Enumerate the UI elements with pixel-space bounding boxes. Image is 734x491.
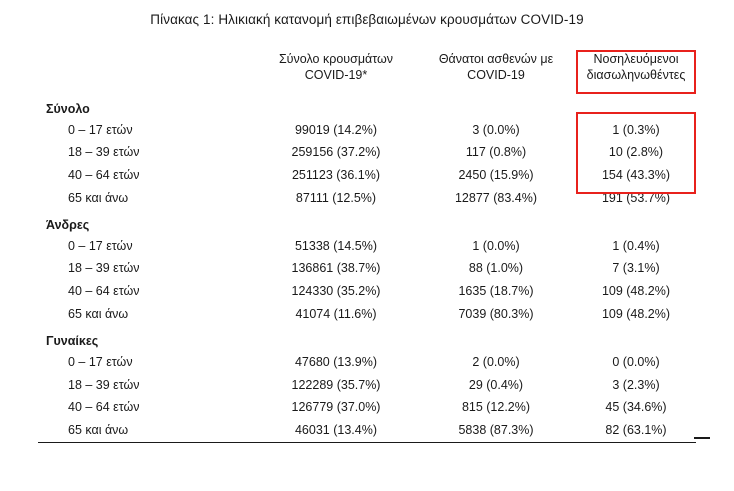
table-caption: Πίνακας 1: Ηλικιακή κατανομή επιβεβαιωμένων κρουσμάτων COVID-19 [150, 12, 584, 27]
cell-deaths: 1 (0.0%) [472, 238, 520, 253]
table-row [38, 142, 696, 165]
table-row [38, 235, 696, 258]
table-group-header-row [38, 210, 696, 236]
cell-intubated: 1 (0.3%) [612, 122, 660, 137]
table-row [38, 281, 696, 304]
cell-deaths: 7039 (80.3%) [458, 306, 534, 321]
header-line-2: διασωληνωθέντες [586, 68, 686, 83]
row-label: 18 – 39 ετών [68, 145, 140, 160]
header-line-2: COVID-19 [467, 68, 525, 83]
header-line-1: Σύνολο κρουσμάτων [278, 52, 394, 66]
row-label: 40 – 64 ετών [68, 167, 140, 182]
cell-cases: 51338 (14.5%) [294, 238, 377, 253]
cell-cases: 259156 (37.2%) [291, 145, 381, 160]
cell-cases: 251123 (36.1%) [291, 167, 381, 182]
table-group-header-row [38, 326, 696, 352]
table-row [38, 258, 696, 281]
cell-deaths: 29 (0.4%) [468, 377, 524, 392]
table-header-row [38, 41, 696, 94]
row-label: 0 – 17 ετών [68, 238, 133, 253]
table-row [38, 164, 696, 187]
table-row [38, 303, 696, 326]
cell-cases: 47680 (13.9%) [294, 354, 377, 369]
row-label: 0 – 17 ετών [68, 354, 133, 369]
table-row [38, 119, 696, 142]
group-label: Άνδρες [46, 217, 90, 232]
cell-intubated: 0 (0.0%) [612, 354, 660, 369]
cell-cases: 126779 (37.0%) [291, 400, 381, 415]
group-label: Γυναίκες [46, 333, 99, 348]
table-row [38, 187, 696, 210]
cell-deaths: 3 (0.0%) [472, 122, 520, 137]
cell-cases: 87111 (12.5%) [295, 190, 377, 205]
row-label: 40 – 64 ετών [68, 400, 140, 415]
header-cell-total-cases [256, 41, 416, 94]
cell-intubated: 3 (2.3%) [612, 377, 660, 392]
cell-intubated: 109 (48.2%) [601, 306, 671, 321]
cell-intubated: 7 (3.1%) [612, 261, 660, 276]
cell-intubated: 10 (2.8%) [608, 145, 664, 160]
cell-deaths: 815 (12.2%) [461, 400, 531, 415]
group-label: Σύνολο [46, 101, 90, 116]
table-group-header-row [38, 94, 696, 120]
cell-cases: 136861 (38.7%) [291, 261, 381, 276]
table-row [38, 374, 696, 397]
cell-intubated: 82 (63.1%) [576, 419, 696, 442]
table-container [38, 41, 696, 443]
cell-deaths: 2 (0.0%) [472, 354, 520, 369]
cell-deaths: 1635 (18.7%) [458, 284, 534, 298]
cell-intubated: 109 (48.2%) [601, 284, 671, 298]
cell-deaths: 88 (1.0%) [468, 261, 524, 276]
row-label: 65 και άνω [68, 306, 129, 321]
row-label: 65 και άνω [68, 190, 129, 205]
cell-cases: 124330 (35.2%) [291, 284, 381, 298]
header-cell-intubated [576, 41, 696, 94]
header-cell-blank [38, 41, 256, 94]
covid-age-distribution-table [38, 41, 696, 443]
table-row [38, 419, 696, 442]
row-label: 0 – 17 ετών [68, 122, 133, 137]
cell-cases: 122289 (35.7%) [291, 377, 381, 392]
row-label: 18 – 39 ετών [68, 261, 140, 276]
table-row [38, 351, 696, 374]
cell-deaths: 5838 (87.3%) [416, 419, 576, 442]
row-label: 40 – 64 ετών [68, 284, 140, 298]
cell-deaths: 117 (0.8%) [465, 145, 527, 160]
cell-intubated: 191 (53.7%) [601, 190, 671, 205]
cell-deaths: 12877 (83.4%) [454, 190, 537, 205]
header-line-1: Θάνατοι ασθενών με [438, 52, 554, 66]
table-head [38, 41, 696, 94]
cell-intubated: 45 (34.6%) [605, 400, 667, 415]
cell-cases: 41074 (11.6%) [295, 306, 377, 321]
table-row [38, 397, 696, 420]
cell-deaths: 2450 (15.9%) [458, 167, 534, 182]
cell-cases: 99019 (14.2%) [294, 122, 377, 137]
header-line-1: Νοσηλευόμενοι [593, 52, 679, 66]
header-line-2: COVID-19* [304, 68, 368, 83]
page-footer-dash [694, 437, 710, 439]
cell-intubated: 1 (0.4%) [612, 238, 660, 253]
table-body [38, 94, 696, 443]
cell-intubated: 154 (43.3%) [601, 167, 671, 182]
row-label: 65 και άνω [38, 419, 256, 442]
cell-cases: 46031 (13.4%) [256, 419, 416, 442]
row-label: 18 – 39 ετών [68, 377, 140, 392]
header-cell-deaths [416, 41, 576, 94]
